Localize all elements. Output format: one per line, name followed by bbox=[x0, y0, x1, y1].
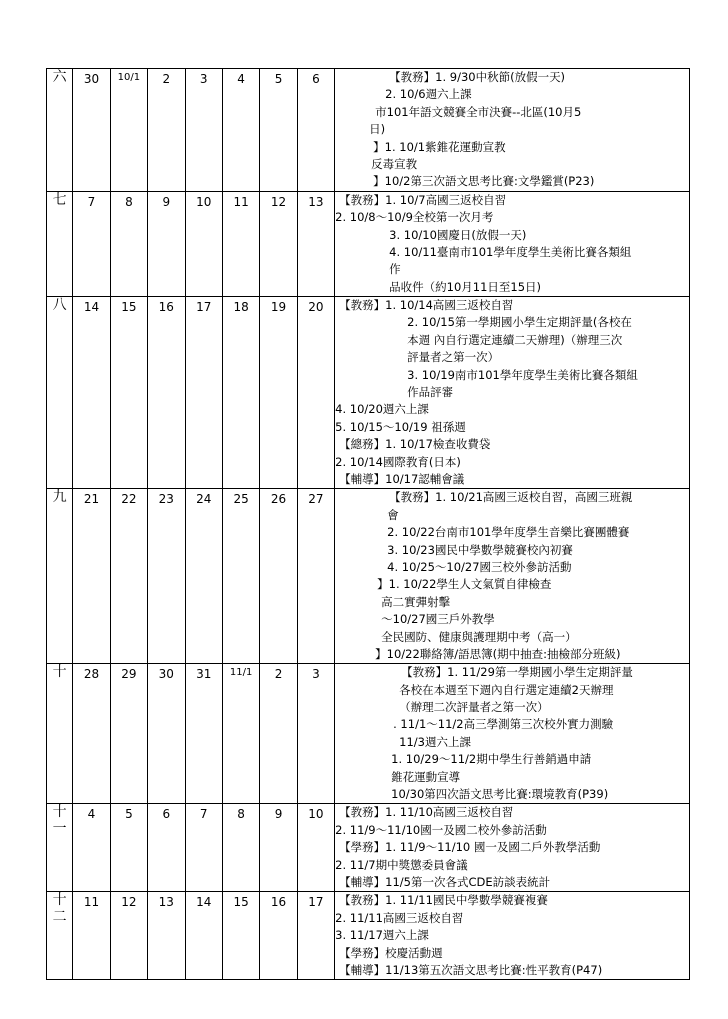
calendar-table bbox=[46, 68, 690, 980]
week-row bbox=[47, 664, 690, 804]
day-cell: 8 bbox=[222, 804, 259, 892]
event-line: 【學務】1. 11/9～11/10 國一及國二戶外教學活動 bbox=[339, 840, 601, 855]
day-cell: 9 bbox=[260, 804, 297, 892]
day-cell: 12 bbox=[110, 892, 147, 980]
day-cell: 2 bbox=[148, 69, 185, 192]
day-cell: 3 bbox=[185, 69, 222, 192]
day-cell: 10 bbox=[297, 804, 334, 892]
day-cell: 7 bbox=[185, 804, 222, 892]
day-cell: 30 bbox=[73, 69, 110, 192]
day-cell: 4 bbox=[222, 69, 259, 192]
week-number-cell: 九 bbox=[47, 489, 73, 664]
event-line: 全民國防、健康與護理期中考（高一） bbox=[381, 629, 577, 644]
week-row bbox=[47, 892, 690, 980]
day-cell: 15 bbox=[110, 297, 147, 489]
day-cell: 5 bbox=[260, 69, 297, 192]
day-cell: 31 bbox=[185, 664, 222, 804]
week-number-cell: 七 bbox=[47, 191, 73, 296]
day-cell: 3 bbox=[297, 664, 334, 804]
event-line: 品收件（約10月11日至15日) bbox=[389, 279, 542, 294]
day-cell: 14 bbox=[185, 892, 222, 980]
week-number-cell: 十 bbox=[47, 664, 73, 804]
events-cell bbox=[335, 191, 690, 296]
event-line: 【教務】1. 11/10高國三返校自習 bbox=[339, 805, 514, 820]
event-line: 3. 10/10國慶日(放假一天) bbox=[389, 227, 527, 242]
day-cell: 6 bbox=[297, 69, 334, 192]
event-line: 市101年語文競賽全市決賽--北區(10月5 bbox=[375, 104, 582, 119]
day-cell: 11 bbox=[222, 191, 259, 296]
event-line: 【教務】1. 11/29第一學期國小學生定期評量 bbox=[401, 665, 633, 680]
event-line: 2. 10/8～10/9全校第一次月考 bbox=[335, 210, 494, 225]
event-line: 作 bbox=[389, 262, 401, 277]
day-cell: 7 bbox=[73, 191, 110, 296]
event-line: 日) bbox=[369, 122, 386, 137]
day-cell: 26 bbox=[260, 489, 297, 664]
event-line: 【教務】1. 10/21高國三返校自習，高國三班親 bbox=[389, 490, 633, 505]
event-line: 2. 10/14國際教育(日本) bbox=[335, 454, 461, 469]
day-cell: 6 bbox=[148, 804, 185, 892]
event-line: 2. 11/9～11/10國一及國二校外參訪活動 bbox=[335, 822, 547, 837]
day-cell: 11/1 bbox=[222, 664, 259, 804]
event-line: 2. 11/7期中獎懲委員會議 bbox=[335, 857, 468, 872]
day-cell: 14 bbox=[73, 297, 110, 489]
event-line: 4. 10/20週六上課 bbox=[335, 402, 429, 417]
event-line: 會 bbox=[387, 507, 399, 522]
calendar-body bbox=[47, 69, 690, 980]
day-cell: 24 bbox=[185, 489, 222, 664]
event-line: 】10/2第三次語文思考比賽:文學鑑賞(P23) bbox=[373, 174, 595, 189]
event-line: 錐花運動宣導 bbox=[391, 769, 461, 784]
events-cell bbox=[335, 297, 690, 489]
event-line: 11/3週六上課 bbox=[399, 734, 471, 749]
day-cell: 5 bbox=[110, 804, 147, 892]
event-line: 【輔導】11/13第五次語文思考比賽:性平教育(P47) bbox=[339, 962, 603, 977]
event-line: 2. 10/15第一學期國小學生定期評量(各校在 bbox=[407, 315, 632, 330]
day-cell: 15 bbox=[222, 892, 259, 980]
day-cell: 13 bbox=[297, 191, 334, 296]
event-line: 】1. 10/22學生人文氣質自律檢查 bbox=[377, 577, 552, 592]
day-cell: 16 bbox=[148, 297, 185, 489]
event-line: （辦理二次評量者之第一次） bbox=[399, 700, 549, 715]
event-line: 】1. 10/1紫錐花運動宣教 bbox=[373, 139, 506, 154]
day-cell: 16 bbox=[260, 892, 297, 980]
day-cell: 4 bbox=[73, 804, 110, 892]
day-cell: 20 bbox=[297, 297, 334, 489]
event-line: 2. 10/6週六上課 bbox=[385, 87, 472, 102]
day-cell: 10 bbox=[185, 191, 222, 296]
week-row bbox=[47, 297, 690, 489]
events-cell bbox=[335, 489, 690, 664]
week-row bbox=[47, 191, 690, 296]
events-cell bbox=[335, 69, 690, 192]
event-line: 【輔導】10/17認輔會議 bbox=[339, 471, 465, 486]
event-line: 各校在本週至下週內自行選定連續2天辦理 bbox=[399, 682, 614, 697]
event-line: 4. 10/11臺南市101學年度學生美術比賽各類組 bbox=[389, 244, 632, 259]
day-cell: 9 bbox=[148, 191, 185, 296]
week-number-cell: 六 bbox=[47, 69, 73, 192]
events-cell bbox=[335, 804, 690, 892]
day-cell: 21 bbox=[73, 489, 110, 664]
day-cell: 10/1 bbox=[110, 69, 147, 192]
day-cell: 11 bbox=[73, 892, 110, 980]
event-line: 3. 10/23國民中學數學競賽校內初賽 bbox=[387, 542, 573, 557]
week-row bbox=[47, 489, 690, 664]
event-line: 【教務】1. 9/30中秋節(放假一天) bbox=[389, 70, 566, 84]
week-number-cell: 十 一 bbox=[47, 804, 73, 892]
event-line: 【教務】1. 11/11國民中學數學競賽複賽 bbox=[339, 893, 548, 908]
event-line: 【總務】1. 10/17檢查收費袋 bbox=[339, 437, 491, 452]
event-line: 10/30第四次語文思考比賽:環境教育(P39) bbox=[391, 787, 609, 802]
day-cell: 30 bbox=[148, 664, 185, 804]
event-line: 【教務】1. 10/7高國三返校自習 bbox=[339, 192, 507, 207]
event-line: 5. 10/15～10/19 祖孫週 bbox=[335, 419, 466, 434]
event-line: 2. 10/22台南市101學年度學生音樂比賽團體賽 bbox=[387, 525, 630, 540]
event-line: 高二實彈射擊 bbox=[381, 594, 451, 609]
event-line: 3. 11/17週六上課 bbox=[335, 928, 429, 943]
event-line: ～10/27國三戶外教學 bbox=[381, 612, 495, 627]
event-line: 2. 11/11高國三返校自習 bbox=[335, 910, 464, 925]
day-cell: 28 bbox=[73, 664, 110, 804]
event-line: 4. 10/25～10/27國三校外參訪活動 bbox=[387, 559, 572, 574]
week-row bbox=[47, 804, 690, 892]
day-cell: 19 bbox=[260, 297, 297, 489]
events-cell bbox=[335, 892, 690, 980]
event-line: 1. 10/29～11/2期中學生行善銷過申請 bbox=[391, 752, 592, 767]
day-cell: 18 bbox=[222, 297, 259, 489]
day-cell: 29 bbox=[110, 664, 147, 804]
event-line: 3. 10/19南市101學年度學生美術比賽各類組 bbox=[407, 367, 638, 382]
day-cell: 25 bbox=[222, 489, 259, 664]
event-line: 【輔導】11/5第一次各式CDE訪談表統計 bbox=[339, 874, 551, 889]
week-number-cell: 十 二 bbox=[47, 892, 73, 980]
events-cell bbox=[335, 664, 690, 804]
day-cell: 2 bbox=[260, 664, 297, 804]
week-number-cell: 八 bbox=[47, 297, 73, 489]
day-cell: 22 bbox=[110, 489, 147, 664]
day-cell: 17 bbox=[185, 297, 222, 489]
event-line: 】10/22聯絡簿/語思簿(期中抽查:抽檢部分班級) bbox=[375, 646, 621, 661]
day-cell: 23 bbox=[148, 489, 185, 664]
day-cell: 8 bbox=[110, 191, 147, 296]
event-line: 反毒宣教 bbox=[371, 156, 418, 171]
week-row bbox=[47, 69, 690, 192]
event-line: 【學務】校慶活動週 bbox=[339, 945, 443, 960]
event-line: . 11/1～11/2高三學測第三次校外實力測驗 bbox=[393, 717, 614, 732]
event-line: 評量者之第一次） bbox=[407, 350, 500, 365]
event-line: 作品評審 bbox=[407, 385, 454, 400]
day-cell: 13 bbox=[148, 892, 185, 980]
event-line: 【教務】1. 10/14高國三返校自習 bbox=[339, 298, 514, 313]
event-line: 本週 內自行選定連續二天辦理)（辦理三次 bbox=[407, 332, 623, 347]
day-cell: 27 bbox=[297, 489, 334, 664]
day-cell: 12 bbox=[260, 191, 297, 296]
day-cell: 17 bbox=[297, 892, 334, 980]
